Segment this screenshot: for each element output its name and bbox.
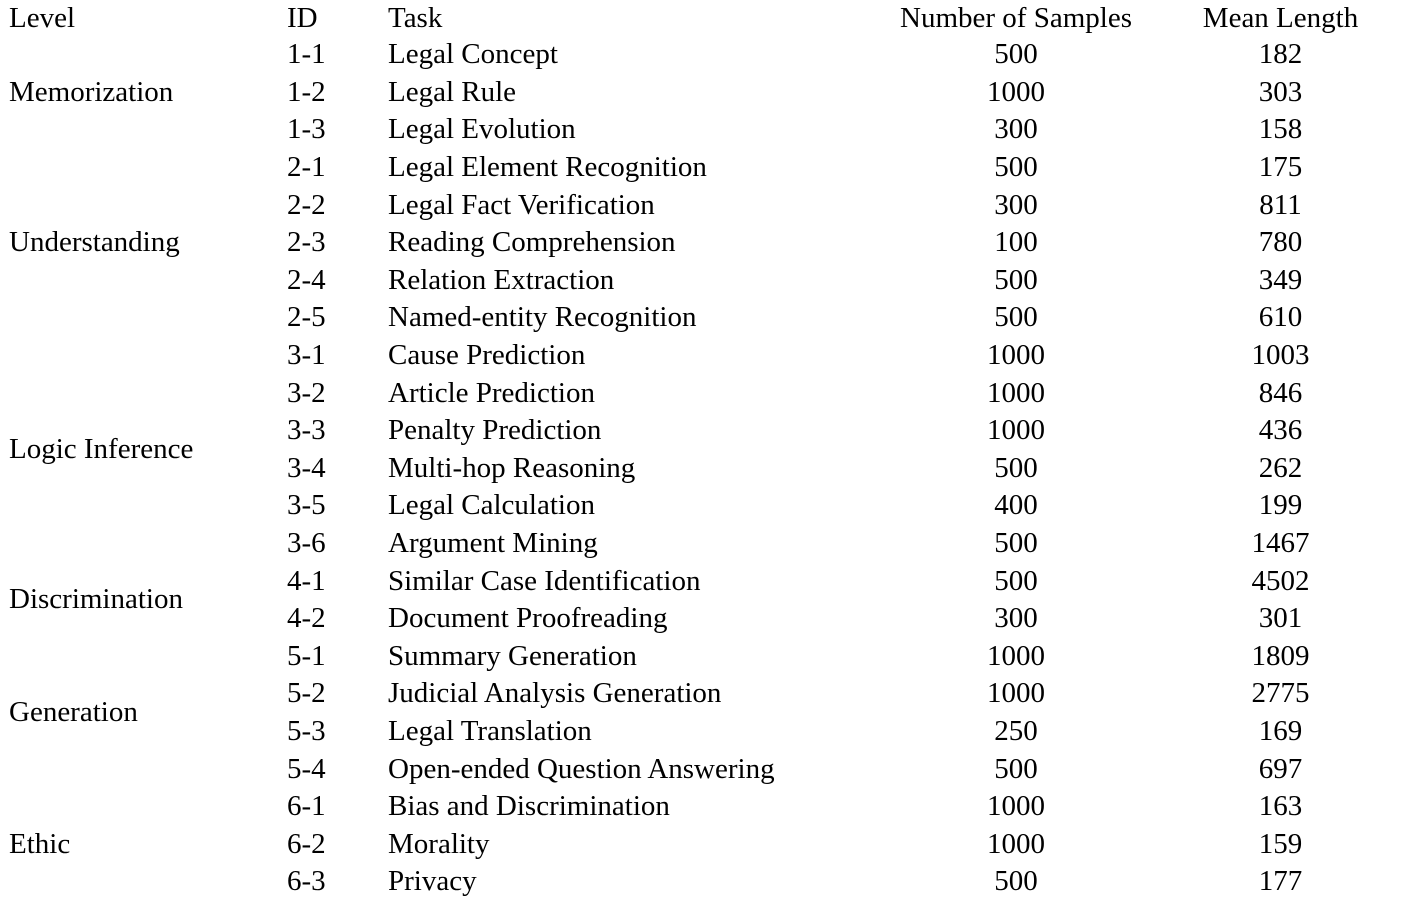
cell-task-name: Legal Calculation [388, 489, 595, 522]
cell-task-id: 3-4 [287, 451, 326, 484]
cell-mean-length: 262 [1258, 451, 1303, 484]
cell-number-of-samples: 100 [994, 226, 1038, 259]
cell-task-name: Named-entity Recognition [388, 301, 697, 334]
cell-number-of-samples: 1000 [987, 639, 1045, 672]
table-header-row [0, 0, 1401, 36]
cell-number-of-samples: 1000 [987, 75, 1045, 108]
cell-mean-length: 349 [1258, 263, 1303, 296]
table-row [0, 638, 1401, 676]
cell-task-id: 1-2 [287, 75, 326, 108]
cell-task-name: Reading Comprehension [388, 226, 676, 259]
cell-number-of-samples: 1000 [987, 414, 1045, 447]
cell-mean-length: 811 [1259, 188, 1302, 221]
cell-mean-length: 175 [1258, 151, 1303, 184]
cell-task-id: 4-2 [287, 602, 326, 635]
cell-level: Logic Inference [9, 433, 194, 466]
cell-mean-length: 780 [1258, 226, 1303, 259]
cell-task-name: Privacy [388, 865, 477, 898]
cell-number-of-samples: 500 [994, 527, 1038, 560]
cell-mean-length: 177 [1258, 865, 1303, 898]
cell-task-name: Legal Fact Verification [388, 188, 655, 221]
cell-mean-length: 2775 [1251, 677, 1310, 710]
cell-task-name: Similar Case Identification [388, 564, 701, 597]
cell-number-of-samples: 500 [994, 752, 1038, 785]
cell-mean-length: 1809 [1251, 639, 1310, 672]
cell-task-name: Legal Evolution [388, 113, 576, 146]
cell-task-name: Argument Mining [388, 527, 598, 560]
cell-task-name: Article Prediction [388, 376, 595, 409]
cell-mean-length: 436 [1258, 414, 1303, 447]
cell-task-id: 3-1 [287, 339, 326, 372]
cell-task-id: 6-1 [287, 790, 326, 823]
cell-number-of-samples: 300 [994, 602, 1038, 635]
cell-task-id: 2-1 [287, 151, 326, 184]
cell-task-name: Document Proofreading [388, 602, 668, 635]
cell-number-of-samples: 500 [994, 301, 1038, 334]
cell-number-of-samples: 300 [994, 188, 1038, 221]
cell-task-name: Open-ended Question Answering [388, 752, 775, 785]
table-row [0, 36, 1401, 74]
cell-task-id: 2-3 [287, 226, 326, 259]
cell-task-name: Multi-hop Reasoning [388, 451, 636, 484]
table-row [0, 788, 1401, 826]
cell-mean-length: 697 [1258, 752, 1303, 785]
cell-task-id: 4-1 [287, 564, 326, 597]
cell-task-name: Legal Translation [388, 714, 592, 747]
cell-task-id: 2-5 [287, 301, 326, 334]
table-row [0, 337, 1401, 375]
table-body [0, 36, 1401, 901]
cell-task-id: 2-2 [287, 188, 326, 221]
cell-number-of-samples: 500 [994, 564, 1038, 597]
cell-mean-length: 303 [1258, 75, 1303, 108]
cell-level: Memorization [9, 75, 174, 108]
cell-task-id: 1-1 [287, 38, 326, 71]
cell-number-of-samples: 1000 [987, 790, 1045, 823]
cell-task-id: 6-2 [287, 827, 326, 860]
cell-task-id: 5-4 [287, 752, 326, 785]
cell-task-name: Judicial Analysis Generation [388, 677, 722, 710]
cell-number-of-samples: 400 [994, 489, 1038, 522]
cell-mean-length: 610 [1258, 301, 1303, 334]
cell-mean-length: 158 [1258, 113, 1303, 146]
cell-task-name: Relation Extraction [388, 263, 615, 296]
column-header-task: Task [388, 1, 443, 34]
cell-mean-length: 163 [1258, 790, 1303, 823]
cell-task-id: 5-2 [287, 677, 326, 710]
cell-mean-length: 1003 [1251, 339, 1310, 372]
column-header-mean-length: Mean Length [1202, 1, 1359, 34]
cell-task-id: 2-4 [287, 263, 326, 296]
cell-task-name: Legal Concept [388, 38, 558, 71]
cell-level: Ethic [9, 827, 71, 860]
cell-number-of-samples: 1000 [987, 677, 1045, 710]
cell-mean-length: 301 [1258, 602, 1303, 635]
cell-task-id: 3-3 [287, 414, 326, 447]
cell-number-of-samples: 500 [994, 865, 1038, 898]
cell-number-of-samples: 500 [994, 38, 1038, 71]
cell-number-of-samples: 500 [994, 263, 1038, 296]
cell-task-id: 3-6 [287, 527, 326, 560]
cell-task-name: Legal Element Recognition [388, 151, 707, 184]
cell-mean-length: 4502 [1251, 564, 1310, 597]
cell-task-name: Morality [388, 827, 490, 860]
column-header-samples: Number of Samples [900, 1, 1132, 34]
cell-number-of-samples: 500 [994, 451, 1038, 484]
cell-task-name: Cause Prediction [388, 339, 586, 372]
column-header-id: ID [287, 1, 318, 34]
table-header [0, 0, 1401, 36]
cell-task-name: Penalty Prediction [388, 414, 602, 447]
cell-task-name: Summary Generation [388, 639, 637, 672]
cell-number-of-samples: 300 [994, 113, 1038, 146]
cell-task-id: 1-3 [287, 113, 326, 146]
cell-task-id: 5-3 [287, 714, 326, 747]
cell-task-id: 5-1 [287, 639, 326, 672]
cell-number-of-samples: 1000 [987, 376, 1045, 409]
cell-mean-length: 169 [1258, 714, 1303, 747]
cell-task-id: 3-2 [287, 376, 326, 409]
cell-task-name: Bias and Discrimination [388, 790, 670, 823]
cell-task-id: 6-3 [287, 865, 326, 898]
table-row [0, 149, 1401, 187]
cell-number-of-samples: 1000 [987, 827, 1045, 860]
table-row [0, 562, 1401, 600]
cell-mean-length: 1467 [1251, 527, 1310, 560]
cell-mean-length: 199 [1258, 489, 1303, 522]
cell-task-name: Legal Rule [388, 75, 517, 108]
cell-task-id: 3-5 [287, 489, 326, 522]
cell-level: Understanding [9, 226, 180, 259]
cell-number-of-samples: 500 [994, 151, 1038, 184]
cell-mean-length: 182 [1258, 38, 1303, 71]
cell-mean-length: 159 [1258, 827, 1303, 860]
cell-number-of-samples: 250 [994, 714, 1038, 747]
cell-mean-length: 846 [1258, 376, 1303, 409]
column-header-level: Level [9, 1, 76, 34]
cell-number-of-samples: 1000 [987, 339, 1045, 372]
cell-level: Discrimination [9, 583, 183, 616]
cell-level: Generation [9, 696, 138, 729]
